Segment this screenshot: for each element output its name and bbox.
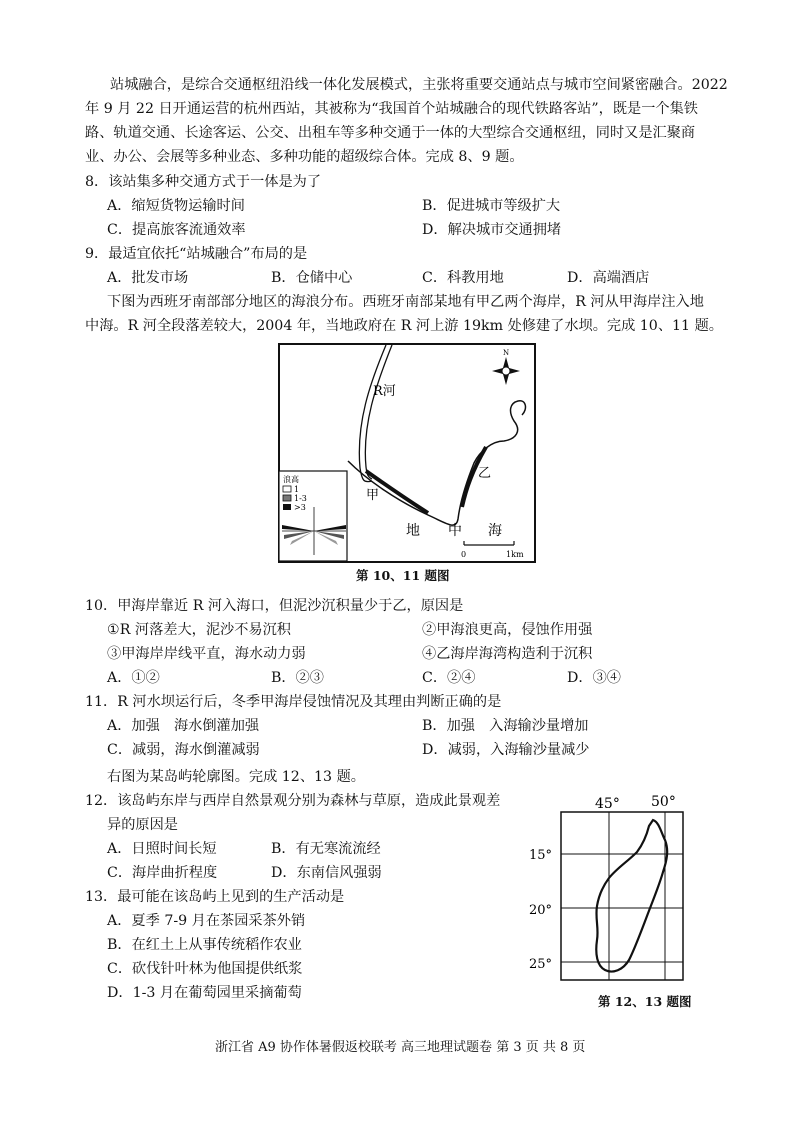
q9-option-b: B．仓储中心 xyxy=(271,270,353,286)
legend-label-1: 1 xyxy=(294,485,300,494)
q12-option-a: A．日照时间长短 xyxy=(107,841,217,857)
legend-title: 浪高 xyxy=(283,475,299,484)
lat-25-label: 25° xyxy=(529,957,553,972)
q8-option-a: A．缩短货物运输时间 xyxy=(107,198,245,214)
map1-caption: 第 10、11 题图 xyxy=(356,568,450,583)
q10-statement-3: ③甲海岸岸线平直，海水动力弱 xyxy=(107,646,306,662)
legend-swatch-mid xyxy=(283,495,291,501)
q9-option-a: A．批发市场 xyxy=(107,270,189,286)
q10-statement-4: ④乙海岸海湾构造利于沉积 xyxy=(422,646,593,662)
q13-option-d: D．1-3 月在葡萄园里采摘葡萄 xyxy=(107,985,302,1001)
legend-label-2: 1-3 xyxy=(294,494,307,503)
q8-option-c: C．提高旅客流通效率 xyxy=(107,222,246,238)
q10-statement-1: ①R 河落差大，泥沙不易沉积 xyxy=(107,622,291,638)
legend-label-3: >3 xyxy=(294,503,306,512)
scale-1km: 1km xyxy=(506,550,524,559)
q12-stem-line-1: 12．该岛屿东岸与西岸自然景观分别为森林与草原，造成此景观差 xyxy=(85,793,501,809)
q9-option-d: D．高端酒店 xyxy=(567,270,650,286)
q13-stem: 13．最可能在该岛屿上见到的生产活动是 xyxy=(85,889,345,905)
q10-stem: 10．甲海岸靠近 R 河入海口，但泥沙沉积量少于乙，原因是 xyxy=(85,598,464,614)
sea-label-2: 中 xyxy=(448,523,462,539)
q11-option-d: D．减弱，入海输沙量减少 xyxy=(422,742,590,758)
q13-option-a: A．夏季 7-9 月在茶园采茶外销 xyxy=(107,913,306,929)
island-outline-map xyxy=(525,790,695,990)
legend-swatch-low xyxy=(283,486,291,492)
intro-10-11-line-2: 中海。R 河全段落差较大，2004 年，当地政府在 R 河上游 19km 处修建了水坝。完成 10、11 题。 xyxy=(85,318,723,334)
q12-option-d: D．东南信风强弱 xyxy=(271,865,382,881)
q12-option-b: B．有无寒流流经 xyxy=(271,841,381,857)
q12-option-c: C．海岸曲折程度 xyxy=(107,865,218,881)
lat-15-label: 15° xyxy=(529,848,553,863)
intro-8-9-line-2: 年 9 月 22 日开通运营的杭州西站，其被称为“我国首个站城融合的现代铁路客站”，既是一个集铁 xyxy=(85,101,698,117)
intro-10-11-line-1: 下图为西班牙南部部分地区的海浪分布。西班牙南部某地有甲乙两个海岸，R 河从甲海岸注入地 xyxy=(107,294,704,310)
legend-swatch-high xyxy=(283,504,291,510)
intro-8-9-line-1: 站城融合，是综合交通枢纽沿线一体化发展模式，主张将重要交通站点与城市空间紧密融合。2022 xyxy=(110,77,728,93)
intro-8-9-line-3: 路、轨道交通、长途客运、公交、出租车等多种交通于一体的大型综合交通枢纽，同时又是汇聚商 xyxy=(85,125,696,141)
compass-north-label: N xyxy=(503,349,510,357)
q10-option-a: A．①② xyxy=(107,670,160,686)
q10-statement-2: ②甲海浪更高，侵蚀作用强 xyxy=(422,622,593,638)
map2-caption: 第 12、13 题图 xyxy=(598,994,692,1009)
q8-option-b: B．促进城市等级扩大 xyxy=(422,198,561,214)
q10-option-c: C．②④ xyxy=(422,670,476,686)
wave-distribution-map xyxy=(278,343,536,563)
lon-45-label: 45° xyxy=(595,796,620,812)
river-label: R河 xyxy=(373,384,396,399)
q11-option-c: C．减弱，海水倒灌减弱 xyxy=(107,742,260,758)
page-footer: 浙江省 A9 协作体暑假返校联考 高三地理试题卷 第 3 页 共 8 页 xyxy=(215,1040,586,1055)
q8-option-d: D．解决城市交通拥堵 xyxy=(422,222,562,238)
q11-option-a: A．加强 海水倒灌加强 xyxy=(107,718,260,734)
coast-yi-label: 乙 xyxy=(478,466,492,481)
q11-option-b: B．加强 入海输沙量增加 xyxy=(422,718,589,734)
q11-stem: 11．R 河水坝运行后，冬季甲海岸侵蚀情况及其理由判断正确的是 xyxy=(85,694,502,710)
scale-0: 0 xyxy=(461,550,467,559)
lat-20-label: 20° xyxy=(529,903,553,918)
coast-jia-label: 甲 xyxy=(366,488,380,503)
q9-option-c: C．科教用地 xyxy=(422,270,504,286)
sea-label-3: 海 xyxy=(488,523,502,539)
q10-option-d: D．③④ xyxy=(567,670,621,686)
q13-option-b: B．在红土上从事传统稻作农业 xyxy=(107,937,302,953)
q8-stem: 8．该站集多种交通方式于一体是为了 xyxy=(85,174,322,190)
lon-50-label: 50° xyxy=(651,794,676,810)
q9-stem: 9．最适宜依托“站城融合”布局的是 xyxy=(85,246,308,262)
intro-8-9-line-4: 业、办公、会展等多种业态、多种功能的超级综合体。完成 8、9 题。 xyxy=(85,149,524,165)
q10-option-b: B．②③ xyxy=(271,670,324,686)
sea-label-1: 地 xyxy=(406,523,420,539)
q12-stem-line-2: 异的原因是 xyxy=(107,817,178,833)
intro-12-13: 右图为某岛屿轮廓图。完成 12、13 题。 xyxy=(107,769,365,785)
q13-option-c: C．砍伐针叶林为他国提供纸浆 xyxy=(107,961,303,977)
